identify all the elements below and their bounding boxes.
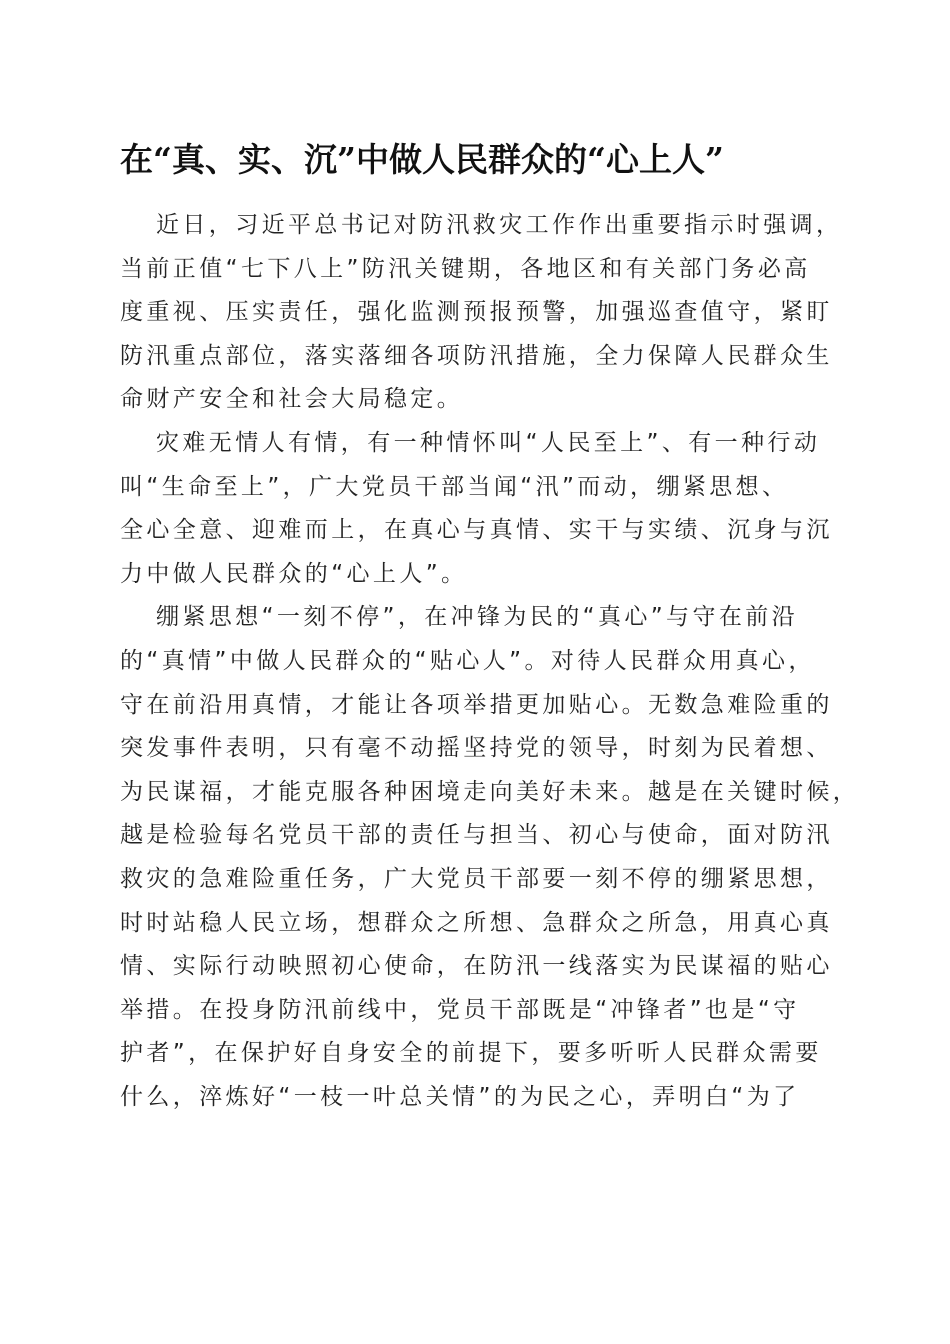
paragraph-line: 护者”，在保护好自身安全的前提下，要多听听人民群众需要 bbox=[120, 1040, 822, 1067]
paragraph-line: 灾难无情人有情，有一种情怀叫“人民至上”、有一种行动 bbox=[156, 429, 821, 456]
paragraph-line: 度重视、压实责任，强化监测预报预警，加强巡查值守，紧盯 bbox=[120, 299, 833, 326]
paragraph-line: 救灾的急难险重任务，广大党员干部要一刻不停的绷紧思想， bbox=[120, 865, 833, 892]
paragraph-line: 近日，习近平总书记对防汛救灾工作作出重要指示时强调， bbox=[156, 212, 843, 238]
paragraph-line: 突发事件表明，只有毫不动摇坚持党的领导，时刻为民着想、 bbox=[120, 735, 833, 762]
paragraph-line: 当前正值“七下八上”防汛关键期，各地区和有关部门务必高 bbox=[120, 255, 811, 282]
paragraph-line: 绷紧思想“一刻不停”，在冲锋为民的“真心”与守在前沿 bbox=[156, 604, 799, 631]
paragraph-line: 情、实际行动映照初心使命，在防汛一线落实为民谋福的贴心 bbox=[120, 953, 833, 980]
paragraph-3 bbox=[120, 596, 860, 1119]
paragraph-line: 举措。在投身防汛前线中，党员干部既是“冲锋者”也是“守 bbox=[120, 996, 800, 1023]
paragraph-line: 叫“生命至上”，广大党员干部当闻“汛”而动，绷紧思想、 bbox=[120, 473, 789, 500]
paragraph-line: 的“真情”中做人民群众的“贴心人”。对待人民群众用真心， bbox=[120, 647, 815, 674]
paragraph-line: 守在前沿用真情，才能让各项举措更加贴心。无数急难险重的 bbox=[120, 691, 833, 718]
paragraph-line: 防汛重点部位，落实落细各项防汛措施，全力保障人民群众生 bbox=[120, 342, 833, 369]
paragraph-line: 什么，淬炼好“一枝一叶总关情”的为民之心，弄明白“为了 bbox=[120, 1083, 800, 1110]
paragraph-line: 命财产安全和社会大局稳定。 bbox=[120, 386, 464, 413]
paragraph-line: 时时站稳人民立场，想群众之所想、急群众之所急，用真心真 bbox=[120, 909, 833, 936]
paragraph-line: 力中做人民群众的“心上人”。 bbox=[120, 560, 468, 587]
paragraph-line: 全心全意、迎难而上，在真心与真情、实干与实绩、沉身与沉 bbox=[120, 517, 833, 544]
paragraph-1 bbox=[120, 204, 843, 422]
paragraph-line: 为民谋福，才能克服各种困境走向美好未来。越是在关键时候， bbox=[120, 778, 860, 805]
article-body bbox=[120, 204, 860, 1119]
article-title: 在“真、实、沉”中做人民群众的“心上人” bbox=[120, 140, 724, 179]
paragraph-line: 越是检验每名党员干部的责任与担当、初心与使命，面对防汛 bbox=[120, 822, 833, 849]
paragraph-2 bbox=[120, 422, 832, 596]
